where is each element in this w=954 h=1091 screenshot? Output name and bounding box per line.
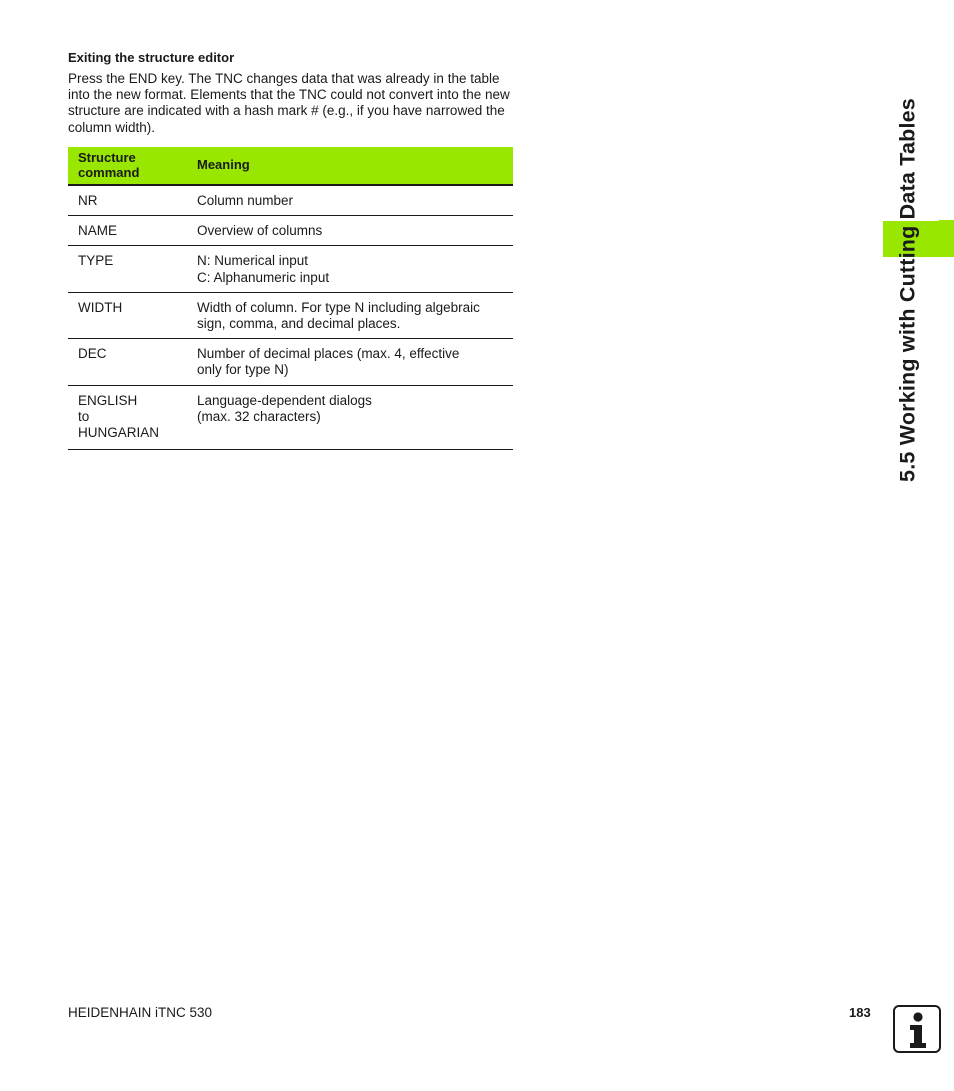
footer-product-name: HEIDENHAIN iTNC 530 <box>68 1005 213 1020</box>
intro-paragraph: Press the END key. The TNC changes data that was already in the table into the new format. Elements that the TNC could not convert into the new structure are indicated with a hash mark # (e.g., if you have narrowed the column width). <box>68 71 510 135</box>
table-row <box>68 339 513 385</box>
table-row <box>68 216 513 246</box>
meaning-cell: N: Numerical input C: Alphanumeric input <box>187 246 513 292</box>
command-cell: ENGLISH to HUNGARIAN <box>68 385 187 450</box>
structure-command-table <box>68 147 513 450</box>
section-heading: Exiting the structure editor <box>68 50 235 65</box>
meaning-cell: Language-dependent dialogs (max. 32 characters) <box>187 385 513 450</box>
table-row <box>68 246 513 292</box>
command-cell: NAME <box>68 216 187 246</box>
info-icon <box>893 1005 941 1053</box>
table-header-row <box>68 147 513 185</box>
header-structure-command <box>68 147 187 185</box>
table-row <box>68 292 513 338</box>
meaning-cell: Width of column. For type N including algebraic sign, comma, and decimal places. <box>187 292 513 338</box>
header-meaning <box>187 147 513 185</box>
chapter-title-vertical: 5.5 Working with Cutting Data Tables <box>895 98 920 482</box>
info-icon-graphic <box>895 1007 939 1051</box>
page-number: 183 <box>849 1005 871 1020</box>
command-cell: WIDTH <box>68 292 187 338</box>
command-cell: DEC <box>68 339 187 385</box>
header-structure-command-label: Structure command <box>78 149 140 180</box>
header-meaning-label: Meaning <box>197 157 250 173</box>
meaning-cell: Overview of columns <box>187 216 513 246</box>
meaning-cell: Number of decimal places (max. 4, effective only for type N) <box>187 339 513 385</box>
meaning-cell: Column number <box>187 185 513 216</box>
table-row <box>68 185 513 216</box>
command-cell: TYPE <box>68 246 187 292</box>
table-row <box>68 385 513 450</box>
command-cell: NR <box>68 185 187 216</box>
